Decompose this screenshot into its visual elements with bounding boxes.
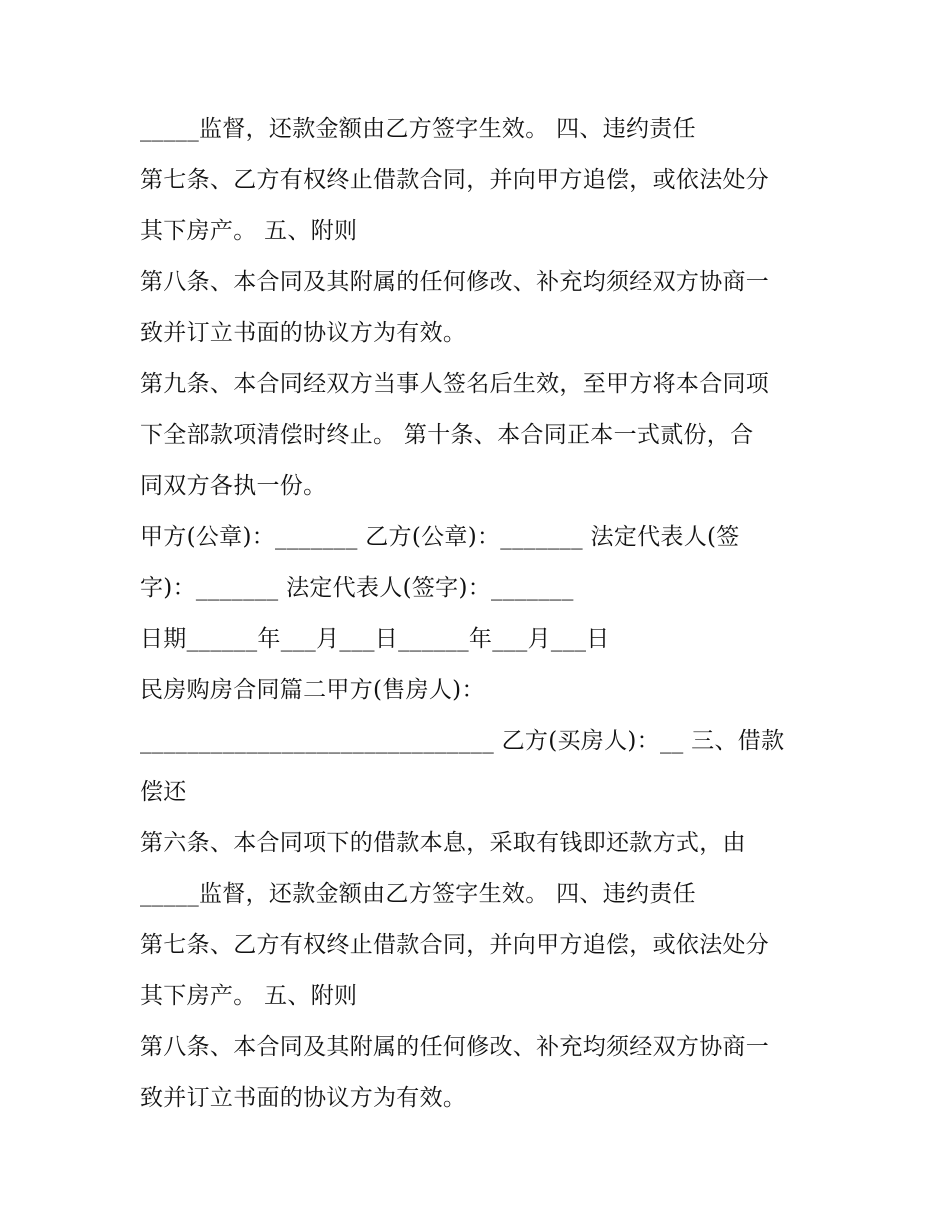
- text-line: ______________________________ 乙方(买房人)：__ 三、借款: [140, 728, 785, 754]
- section-title-line: 民房购房合同篇二甲方(售房人)：: [140, 677, 485, 703]
- text-line: 其下房产。 五、附则: [140, 218, 358, 244]
- text-line: 其下房产。 五、附则: [140, 983, 358, 1009]
- text-line: 第八条、本合同及其附属的任何修改、补充均须经双方协商一: [140, 1034, 770, 1060]
- text-line: 第七条、乙方有权终止借款合同，并向甲方追偿，或依法处分: [140, 932, 770, 958]
- text-line: 偿还: [140, 779, 187, 805]
- text-line: 第九条、本合同经双方当事人签名后生效，至甲方将本合同项: [140, 371, 770, 397]
- text-line: 第七条、乙方有权终止借款合同，并向甲方追偿，或依法处分: [140, 167, 770, 193]
- text-line: 第六条、本合同项下的借款本息，采取有钱即还款方式，由: [140, 830, 746, 856]
- text-line: _____监督，还款金额由乙方签字生效。 四、违约责任: [140, 116, 696, 142]
- text-line: _____监督，还款金额由乙方签字生效。 四、违约责任: [140, 881, 696, 907]
- text-line: 下全部款项清偿时终止。 第十条、本合同正本一式贰份，合: [140, 422, 754, 448]
- contract-body: [140, 104, 820, 1124]
- signature-line: 字)：_______ 法定代表人(签字)：_______: [140, 575, 574, 601]
- text-line: 第八条、本合同及其附属的任何修改、补充均须经双方协商一: [140, 269, 770, 295]
- text-line: 致并订立书面的协议方为有效。: [140, 1085, 467, 1111]
- date-line: 日期______年___月___日______年___月___日: [140, 626, 610, 652]
- signature-line: 甲方(公章)：_______ 乙方(公章)：_______ 法定代表人(签: [140, 524, 740, 550]
- text-line: 致并订立书面的协议方为有效。: [140, 320, 467, 346]
- text-line: 同双方各执一份。: [140, 473, 327, 499]
